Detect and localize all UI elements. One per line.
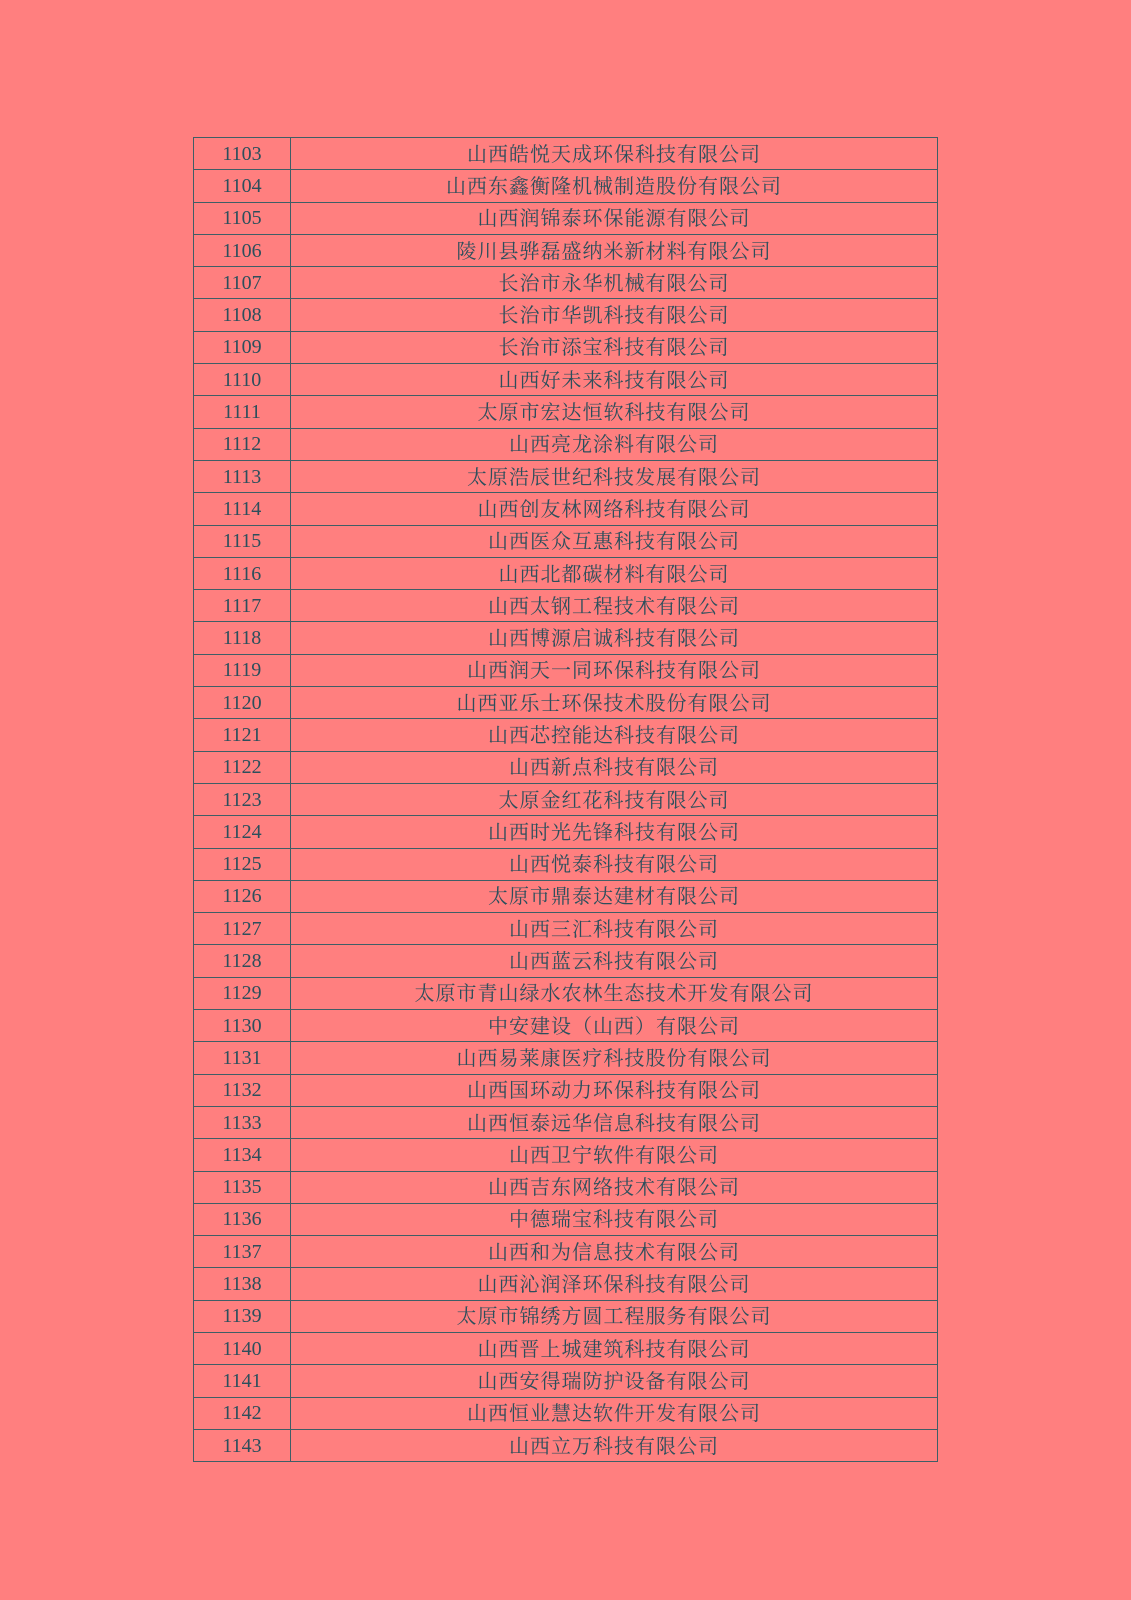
- table-row: [194, 913, 938, 945]
- table-row: [194, 1332, 938, 1364]
- row-number-cell: 1106: [194, 234, 291, 266]
- row-number-cell: 1140: [194, 1332, 291, 1364]
- row-number-cell: 1125: [194, 848, 291, 880]
- company-name-cell: 山西卫宁软件有限公司: [291, 1139, 938, 1171]
- company-name-cell: 山西芯控能达科技有限公司: [291, 719, 938, 751]
- company-name-cell: 山西悦泰科技有限公司: [291, 848, 938, 880]
- row-number-cell: 1120: [194, 687, 291, 719]
- row-number-cell: 1119: [194, 654, 291, 686]
- table-row: [194, 299, 938, 331]
- company-name-cell: 太原浩辰世纪科技发展有限公司: [291, 460, 938, 492]
- row-number-cell: 1103: [194, 138, 291, 170]
- company-name-cell: 山西润天一同环保科技有限公司: [291, 654, 938, 686]
- company-name-cell: 山西恒泰远华信息科技有限公司: [291, 1106, 938, 1138]
- company-name-cell: 山西太钢工程技术有限公司: [291, 590, 938, 622]
- row-number-cell: 1126: [194, 880, 291, 912]
- company-name-cell: 长治市华凯科技有限公司: [291, 299, 938, 331]
- company-name-cell: 太原市青山绿水农林生态技术开发有限公司: [291, 977, 938, 1009]
- table-row: [194, 493, 938, 525]
- company-name-cell: 太原市鼎泰达建材有限公司: [291, 880, 938, 912]
- company-name-cell: 山西蓝云科技有限公司: [291, 945, 938, 977]
- company-name-cell: 山西润锦泰环保能源有限公司: [291, 202, 938, 234]
- table-row: [194, 590, 938, 622]
- table-row: [194, 945, 938, 977]
- row-number-cell: 1138: [194, 1268, 291, 1300]
- company-name-cell: 山西三汇科技有限公司: [291, 913, 938, 945]
- row-number-cell: 1139: [194, 1300, 291, 1332]
- row-number-cell: 1124: [194, 816, 291, 848]
- table-row: [194, 654, 938, 686]
- company-name-cell: 山西东鑫衡隆机械制造股份有限公司: [291, 170, 938, 202]
- table-row: [194, 1268, 938, 1300]
- company-name-cell: 山西创友林网络科技有限公司: [291, 493, 938, 525]
- row-number-cell: 1133: [194, 1106, 291, 1138]
- table-row: [194, 977, 938, 1009]
- row-number-cell: 1109: [194, 331, 291, 363]
- company-name-cell: 山西北都碳材料有限公司: [291, 557, 938, 589]
- table-row: [194, 460, 938, 492]
- company-name-cell: 山西晋上城建筑科技有限公司: [291, 1332, 938, 1364]
- row-number-cell: 1110: [194, 364, 291, 396]
- row-number-cell: 1135: [194, 1171, 291, 1203]
- row-number-cell: 1141: [194, 1365, 291, 1397]
- row-number-cell: 1105: [194, 202, 291, 234]
- row-number-cell: 1130: [194, 1010, 291, 1042]
- company-name-cell: 山西新点科技有限公司: [291, 751, 938, 783]
- row-number-cell: 1127: [194, 913, 291, 945]
- company-name-cell: 山西恒业慧达软件开发有限公司: [291, 1397, 938, 1429]
- table-row: [194, 1365, 938, 1397]
- table-row: [194, 751, 938, 783]
- company-name-cell: 陵川县骅磊盛纳米新材料有限公司: [291, 234, 938, 266]
- row-number-cell: 1107: [194, 267, 291, 299]
- row-number-cell: 1132: [194, 1074, 291, 1106]
- row-number-cell: 1108: [194, 299, 291, 331]
- table-row: [194, 557, 938, 589]
- row-number-cell: 1113: [194, 460, 291, 492]
- company-name-cell: 山西博源启诚科技有限公司: [291, 622, 938, 654]
- company-name-cell: 山西安得瑞防护设备有限公司: [291, 1365, 938, 1397]
- table-row: [194, 1042, 938, 1074]
- company-name-cell: 长治市添宝科技有限公司: [291, 331, 938, 363]
- row-number-cell: 1122: [194, 751, 291, 783]
- table-row: [194, 364, 938, 396]
- company-name-cell: 山西时光先锋科技有限公司: [291, 816, 938, 848]
- table-row: [194, 1429, 938, 1461]
- company-name-cell: 山西皓悦天成环保科技有限公司: [291, 138, 938, 170]
- company-name-cell: 长治市永华机械有限公司: [291, 267, 938, 299]
- row-number-cell: 1134: [194, 1139, 291, 1171]
- table-row: [194, 170, 938, 202]
- company-name-cell: 山西好未来科技有限公司: [291, 364, 938, 396]
- row-number-cell: 1142: [194, 1397, 291, 1429]
- table-row: [194, 234, 938, 266]
- table-row: [194, 1397, 938, 1429]
- table-row: [194, 1139, 938, 1171]
- table-row: [194, 1010, 938, 1042]
- table-row: [194, 267, 938, 299]
- row-number-cell: 1118: [194, 622, 291, 654]
- table-row: [194, 1236, 938, 1268]
- company-name-cell: 山西吉东网络技术有限公司: [291, 1171, 938, 1203]
- table-row: [194, 1300, 938, 1332]
- table-row: [194, 1171, 938, 1203]
- company-name-cell: 山西亚乐士环保技术股份有限公司: [291, 687, 938, 719]
- company-name-cell: 山西亮龙涂料有限公司: [291, 428, 938, 460]
- row-number-cell: 1137: [194, 1236, 291, 1268]
- table-row: [194, 880, 938, 912]
- company-name-cell: 太原金红花科技有限公司: [291, 783, 938, 815]
- company-name-cell: 山西易莱康医疗科技股份有限公司: [291, 1042, 938, 1074]
- table-row: [194, 816, 938, 848]
- row-number-cell: 1128: [194, 945, 291, 977]
- row-number-cell: 1114: [194, 493, 291, 525]
- table-row: [194, 525, 938, 557]
- row-number-cell: 1121: [194, 719, 291, 751]
- row-number-cell: 1123: [194, 783, 291, 815]
- table-row: [194, 1106, 938, 1138]
- table-row: [194, 783, 938, 815]
- company-name-cell: 山西沁润泽环保科技有限公司: [291, 1268, 938, 1300]
- row-number-cell: 1116: [194, 557, 291, 589]
- company-name-cell: 太原市锦绣方圆工程服务有限公司: [291, 1300, 938, 1332]
- company-name-cell: 山西立万科技有限公司: [291, 1429, 938, 1461]
- company-name-cell: 山西和为信息技术有限公司: [291, 1236, 938, 1268]
- row-number-cell: 1112: [194, 428, 291, 460]
- company-name-cell: 中德瑞宝科技有限公司: [291, 1203, 938, 1235]
- row-number-cell: 1115: [194, 525, 291, 557]
- table-row: [194, 138, 938, 170]
- table-row: [194, 622, 938, 654]
- company-list-table: [193, 137, 938, 1462]
- row-number-cell: 1117: [194, 590, 291, 622]
- table-row: [194, 396, 938, 428]
- table-row: [194, 1074, 938, 1106]
- row-number-cell: 1131: [194, 1042, 291, 1074]
- row-number-cell: 1104: [194, 170, 291, 202]
- table-row: [194, 428, 938, 460]
- row-number-cell: 1136: [194, 1203, 291, 1235]
- table-body: [194, 138, 938, 1462]
- table-row: [194, 719, 938, 751]
- company-name-cell: 山西医众互惠科技有限公司: [291, 525, 938, 557]
- table-row: [194, 1203, 938, 1235]
- table-row: [194, 202, 938, 234]
- row-number-cell: 1143: [194, 1429, 291, 1461]
- table-row: [194, 687, 938, 719]
- table-row: [194, 331, 938, 363]
- company-name-cell: 中安建设（山西）有限公司: [291, 1010, 938, 1042]
- table-row: [194, 848, 938, 880]
- row-number-cell: 1129: [194, 977, 291, 1009]
- row-number-cell: 1111: [194, 396, 291, 428]
- company-name-cell: 山西国环动力环保科技有限公司: [291, 1074, 938, 1106]
- company-name-cell: 太原市宏达恒软科技有限公司: [291, 396, 938, 428]
